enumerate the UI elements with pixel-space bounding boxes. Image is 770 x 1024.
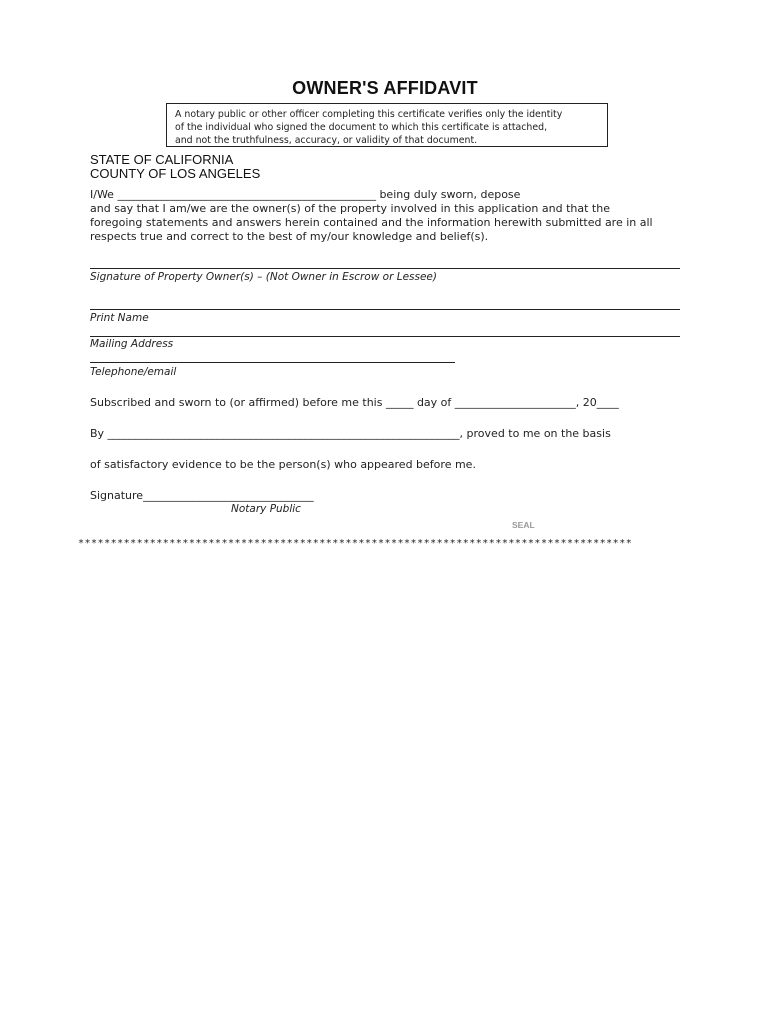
notice-line: A notary public or other officer completing this certificate verifies only the identity [175, 109, 563, 120]
statement-line: respects true and correct to the best of my/our knowledge and belief(s). [90, 230, 489, 243]
mailing-address-line[interactable] [90, 336, 680, 337]
print-name-label: Print Name [90, 312, 149, 324]
signature-owner-label: Signature of Property Owner(s) – (Not Owner in Escrow or Lessee) [90, 271, 437, 283]
statement-line: I/We _______________________________________________ being duly sworn, depose [90, 188, 521, 201]
separator-stars: ************************************************************************************* [78, 538, 633, 549]
notary-notice-box [166, 103, 608, 147]
notary-signature-line: Signature_______________________________ [90, 489, 314, 502]
state-label: STATE OF CALIFORNIA [90, 152, 234, 167]
notary-public-label: Notary Public [231, 503, 301, 515]
seal-label: SEAL [512, 520, 535, 530]
subscribed-line: Subscribed and sworn to (or affirmed) before me this _____ day of ______________________, 20____ [90, 396, 619, 409]
signature-owner-line[interactable] [90, 268, 680, 269]
document-title: OWNER'S AFFIDAVIT [292, 78, 478, 98]
evidence-line: of satisfactory evidence to be the person(s) who appeared before me. [90, 458, 476, 471]
statement-line: and say that I am/we are the owner(s) of the property involved in this application and that the [90, 202, 610, 215]
print-name-line[interactable] [90, 309, 680, 310]
telephone-email-line[interactable] [90, 362, 455, 363]
notice-line: of the individual who signed the document to which this certificate is attached, [175, 122, 548, 133]
statement-line: foregoing statements and answers herein contained and the information herewith submitted are in all [90, 216, 653, 229]
proved-by-line: By ________________________________________________________________, proved to me on the basis [90, 427, 611, 440]
mailing-address-label: Mailing Address [90, 338, 174, 350]
jurisdiction-block [90, 153, 260, 181]
telephone-email-label: Telephone/email [90, 366, 177, 378]
county-label: COUNTY OF LOS ANGELES [90, 166, 261, 181]
notice-line: and not the truthfulness, accuracy, or validity of that document. [175, 135, 478, 146]
